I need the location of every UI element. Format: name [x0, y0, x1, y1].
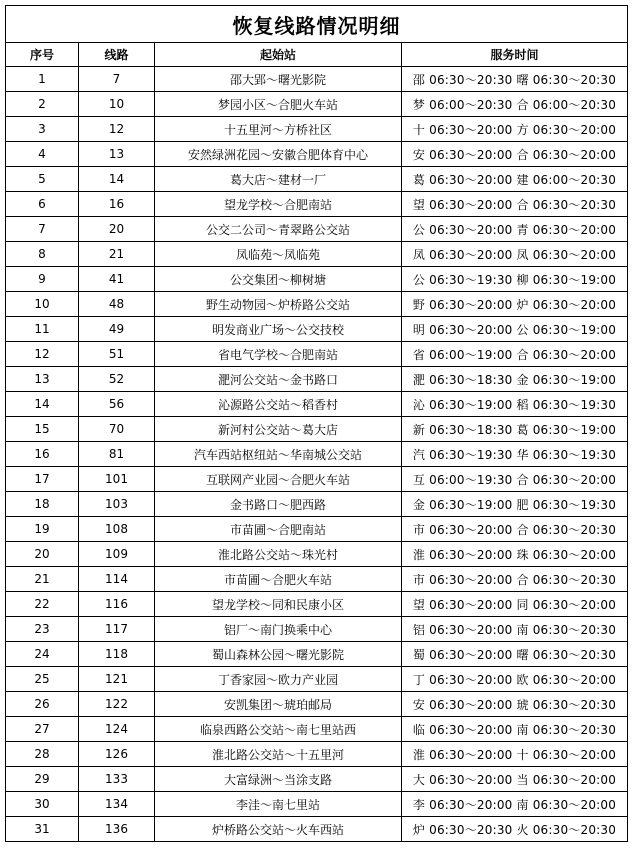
table-row — [6, 167, 628, 192]
cell-service: 望 06:30～20:00 同 06:30～20:00 — [402, 592, 628, 617]
cell-line: 134 — [79, 792, 155, 817]
cell-stations: 大富绿洲～当涂支路 — [155, 767, 402, 792]
cell-seq: 20 — [6, 542, 79, 567]
table-row — [6, 267, 628, 292]
cell-stations: 望龙学校～同和民康小区 — [155, 592, 402, 617]
cell-stations: 临泉西路公交站～南七里站西 — [155, 717, 402, 742]
cell-service: 十 06:30～20:00 方 06:30～20:00 — [402, 117, 628, 142]
cell-line: 41 — [79, 267, 155, 292]
table-row — [6, 367, 628, 392]
table-row — [6, 242, 628, 267]
cell-service: 市 06:30～20:00 合 06:30～20:30 — [402, 567, 628, 592]
cell-service: 公 06:30～19:30 柳 06:30～19:00 — [402, 267, 628, 292]
table-row — [6, 92, 628, 117]
cell-stations: 淮北路公交站～十五里河 — [155, 742, 402, 767]
cell-line: 121 — [79, 667, 155, 692]
cell-line: 48 — [79, 292, 155, 317]
table-row — [6, 717, 628, 742]
cell-seq: 17 — [6, 467, 79, 492]
cell-service: 沁 06:30～19:00 稻 06:30～19:30 — [402, 392, 628, 417]
table-row — [6, 492, 628, 517]
table-row — [6, 792, 628, 817]
cell-seq: 24 — [6, 642, 79, 667]
cell-seq: 31 — [6, 817, 79, 842]
cell-service: 葛 06:30～20:00 建 06:00～20:30 — [402, 167, 628, 192]
cell-stations: 公交二公司～青翠路公交站 — [155, 217, 402, 242]
cell-seq: 13 — [6, 367, 79, 392]
cell-stations: 明发商业广场～公交技校 — [155, 317, 402, 342]
header-service: 服务时间 — [402, 43, 628, 67]
cell-stations: 汽车西站枢纽站～华南城公交站 — [155, 442, 402, 467]
cell-line: 118 — [79, 642, 155, 667]
table-row — [6, 192, 628, 217]
cell-stations: 十五里河～方桥社区 — [155, 117, 402, 142]
cell-seq: 4 — [6, 142, 79, 167]
cell-seq: 14 — [6, 392, 79, 417]
cell-service: 明 06:30～20:00 公 06:30～19:00 — [402, 317, 628, 342]
cell-service: 金 06:30～19:00 肥 06:30～19:30 — [402, 492, 628, 517]
cell-line: 7 — [79, 67, 155, 92]
cell-seq: 27 — [6, 717, 79, 742]
table-row — [6, 742, 628, 767]
cell-stations: 蜀山森林公园～曙光影院 — [155, 642, 402, 667]
cell-stations: 李洼～南七里站 — [155, 792, 402, 817]
cell-seq: 16 — [6, 442, 79, 467]
cell-stations: 安然绿洲花园～安徽合肥体育中心 — [155, 142, 402, 167]
cell-stations: 炉桥路公交站～火车西站 — [155, 817, 402, 842]
table-row — [6, 692, 628, 717]
table-body — [6, 67, 628, 842]
cell-stations: 沁源路公交站～稻香村 — [155, 392, 402, 417]
cell-line: 101 — [79, 467, 155, 492]
cell-service: 梦 06:00～20:30 合 06:00～20:30 — [402, 92, 628, 117]
cell-seq: 1 — [6, 67, 79, 92]
cell-line: 116 — [79, 592, 155, 617]
table-row — [6, 292, 628, 317]
cell-seq: 9 — [6, 267, 79, 292]
table-row — [6, 467, 628, 492]
cell-line: 103 — [79, 492, 155, 517]
table-row — [6, 567, 628, 592]
cell-line: 136 — [79, 817, 155, 842]
cell-stations: 铝厂～南门换乘中心 — [155, 617, 402, 642]
route-table-container — [5, 5, 627, 842]
cell-line: 14 — [79, 167, 155, 192]
cell-seq: 2 — [6, 92, 79, 117]
cell-line: 13 — [79, 142, 155, 167]
cell-line: 117 — [79, 617, 155, 642]
table-title: 恢复线路情况明细 — [6, 6, 628, 43]
cell-seq: 30 — [6, 792, 79, 817]
cell-seq: 3 — [6, 117, 79, 142]
table-row — [6, 142, 628, 167]
cell-stations: 丁香家园～欧力产业园 — [155, 667, 402, 692]
cell-stations: 金书路口～肥西路 — [155, 492, 402, 517]
cell-stations: 梦园小区～合肥火车站 — [155, 92, 402, 117]
table-row — [6, 392, 628, 417]
cell-service: 市 06:30～20:00 合 06:30～20:30 — [402, 517, 628, 542]
cell-line: 124 — [79, 717, 155, 742]
cell-seq: 22 — [6, 592, 79, 617]
cell-stations: 安凯集团～琥珀邮局 — [155, 692, 402, 717]
table-row — [6, 817, 628, 842]
table-row — [6, 517, 628, 542]
cell-seq: 10 — [6, 292, 79, 317]
table-row — [6, 217, 628, 242]
cell-service: 安 06:30～20:00 合 06:30～20:00 — [402, 142, 628, 167]
cell-service: 安 06:30～20:00 琥 06:30～20:30 — [402, 692, 628, 717]
cell-line: 114 — [79, 567, 155, 592]
cell-service: 汽 06:30～19:30 华 06:30～19:30 — [402, 442, 628, 467]
cell-seq: 8 — [6, 242, 79, 267]
cell-line: 70 — [79, 417, 155, 442]
cell-service: 省 06:00～19:00 合 06:30～20:00 — [402, 342, 628, 367]
cell-stations: 望龙学校～合肥南站 — [155, 192, 402, 217]
cell-service: 李 06:30～20:00 南 06:30～20:00 — [402, 792, 628, 817]
cell-line: 51 — [79, 342, 155, 367]
cell-service: 淮 06:30～20:00 十 06:30～20:00 — [402, 742, 628, 767]
cell-stations: 葛大店～建材一厂 — [155, 167, 402, 192]
cell-seq: 21 — [6, 567, 79, 592]
cell-service: 淝 06:30～18:30 金 06:30～19:00 — [402, 367, 628, 392]
cell-line: 56 — [79, 392, 155, 417]
table-row — [6, 767, 628, 792]
cell-service: 互 06:00～19:30 合 06:30～20:00 — [402, 467, 628, 492]
table-row — [6, 67, 628, 92]
title-row — [6, 6, 628, 43]
cell-stations: 新河村公交站～葛大店 — [155, 417, 402, 442]
cell-stations: 互联网产业园～合肥火车站 — [155, 467, 402, 492]
cell-line: 133 — [79, 767, 155, 792]
cell-stations: 淝河公交站～金书路口 — [155, 367, 402, 392]
cell-line: 21 — [79, 242, 155, 267]
table-row — [6, 317, 628, 342]
cell-stations: 邵大郢～曙光影院 — [155, 67, 402, 92]
cell-line: 49 — [79, 317, 155, 342]
table-row — [6, 417, 628, 442]
cell-line: 16 — [79, 192, 155, 217]
cell-service: 丁 06:30～20:00 欧 06:30～20:00 — [402, 667, 628, 692]
cell-seq: 12 — [6, 342, 79, 367]
table-row — [6, 542, 628, 567]
cell-seq: 15 — [6, 417, 79, 442]
table-row — [6, 642, 628, 667]
cell-seq: 28 — [6, 742, 79, 767]
cell-stations: 市苗圃～合肥火车站 — [155, 567, 402, 592]
table-row — [6, 117, 628, 142]
cell-line: 81 — [79, 442, 155, 467]
cell-line: 126 — [79, 742, 155, 767]
cell-line: 10 — [79, 92, 155, 117]
table-row — [6, 442, 628, 467]
cell-seq: 18 — [6, 492, 79, 517]
cell-seq: 11 — [6, 317, 79, 342]
cell-seq: 25 — [6, 667, 79, 692]
header-stations: 起始站 — [155, 43, 402, 67]
table-row — [6, 667, 628, 692]
cell-seq: 29 — [6, 767, 79, 792]
cell-line: 122 — [79, 692, 155, 717]
cell-service: 大 06:30～20:00 当 06:30～20:00 — [402, 767, 628, 792]
cell-service: 淮 06:30～20:00 珠 06:30～20:00 — [402, 542, 628, 567]
cell-stations: 公交集团～柳树塘 — [155, 267, 402, 292]
cell-service: 铝 06:30～20:00 南 06:30～20:30 — [402, 617, 628, 642]
cell-service: 新 06:30～18:30 葛 06:30～19:00 — [402, 417, 628, 442]
table-row — [6, 592, 628, 617]
cell-line: 109 — [79, 542, 155, 567]
cell-seq: 5 — [6, 167, 79, 192]
cell-seq: 26 — [6, 692, 79, 717]
cell-service: 野 06:30～20:00 炉 06:30～20:00 — [402, 292, 628, 317]
cell-seq: 19 — [6, 517, 79, 542]
cell-stations: 市苗圃～合肥南站 — [155, 517, 402, 542]
cell-line: 108 — [79, 517, 155, 542]
cell-service: 临 06:30～20:00 南 06:30～20:30 — [402, 717, 628, 742]
cell-line: 20 — [79, 217, 155, 242]
cell-stations: 野生动物园～炉桥路公交站 — [155, 292, 402, 317]
header-row — [6, 43, 628, 67]
route-table — [5, 5, 628, 842]
cell-service: 望 06:30～20:00 合 06:30～20:30 — [402, 192, 628, 217]
header-line: 线路 — [79, 43, 155, 67]
cell-seq: 23 — [6, 617, 79, 642]
cell-seq: 6 — [6, 192, 79, 217]
cell-seq: 7 — [6, 217, 79, 242]
cell-stations: 淮北路公交站～珠光村 — [155, 542, 402, 567]
cell-stations: 省电气学校～合肥南站 — [155, 342, 402, 367]
cell-service: 凤 06:30～20:00 凤 06:30～20:00 — [402, 242, 628, 267]
cell-line: 52 — [79, 367, 155, 392]
table-row — [6, 617, 628, 642]
cell-line: 12 — [79, 117, 155, 142]
cell-service: 公 06:30～20:00 青 06:30～20:00 — [402, 217, 628, 242]
cell-service: 炉 06:30～20:30 火 06:30～20:30 — [402, 817, 628, 842]
cell-service: 邵 06:30～20:30 曙 06:30～20:30 — [402, 67, 628, 92]
cell-stations: 凤临苑～凤临苑 — [155, 242, 402, 267]
cell-service: 蜀 06:30～20:00 曙 06:30～20:30 — [402, 642, 628, 667]
table-row — [6, 342, 628, 367]
header-seq: 序号 — [6, 43, 79, 67]
